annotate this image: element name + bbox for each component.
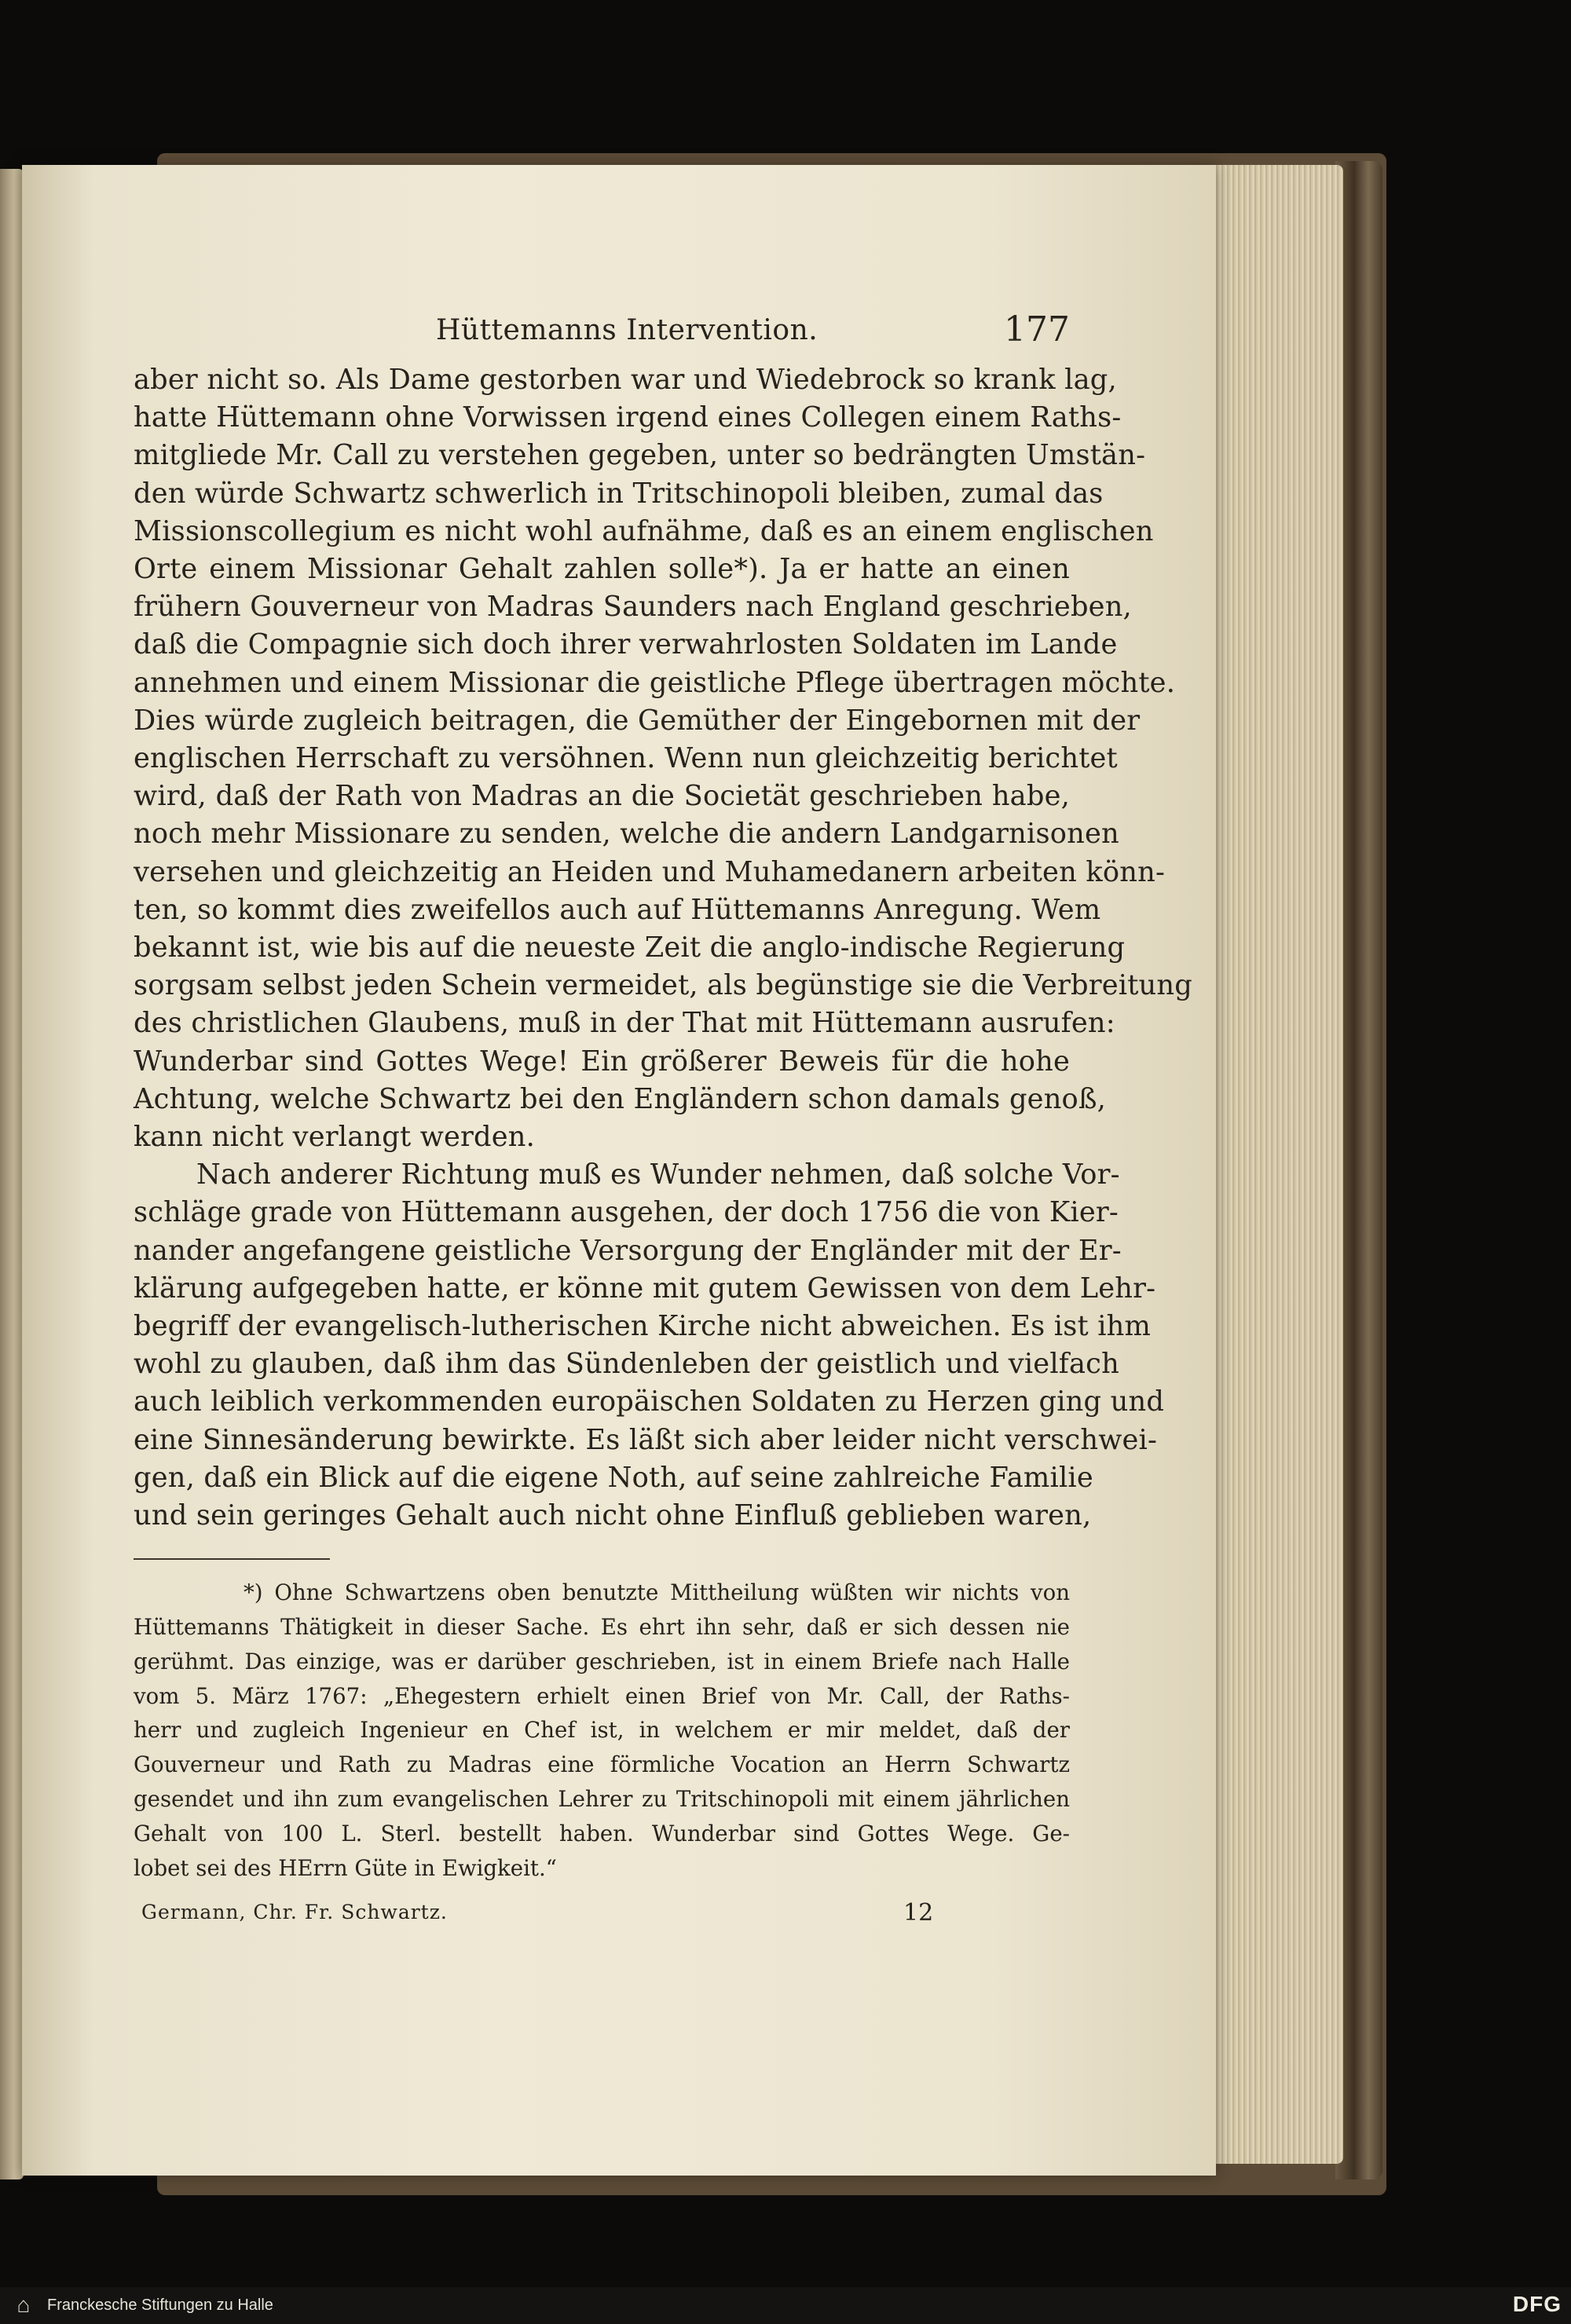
page-footer bbox=[134, 1894, 1070, 1942]
page-number: 177 bbox=[1004, 309, 1070, 350]
footnote-line: gesendet und ihn zum evangelischen Lehrer zu Tritschinopoli mit einem jährlichen bbox=[134, 1786, 1070, 1813]
footnote-rule bbox=[134, 1558, 330, 1560]
text-line: wird, daß der Rath von Madras an die Societät geschrieben habe, bbox=[134, 780, 1070, 813]
text-line: eine Sinnesänderung bewirkte. Es läßt sich aber leider nicht verschwei- bbox=[134, 1423, 1158, 1456]
footnote-line: Hüttemanns Thätigkeit in dieser Sache. Es ehrt ihn sehr, daß er sich dessen nie bbox=[134, 1614, 1070, 1641]
footnote-line: Gouverneur und Rath zu Madras eine förmliche Vocation an Herrn Schwartz bbox=[134, 1751, 1070, 1778]
footnote-line: gerühmt. Das einzige, was er darüber geschrieben, ist in einem Briefe nach Halle bbox=[134, 1648, 1070, 1674]
text-line: Wunderbar sind Gottes Wege! Ein größerer Beweis für die hohe bbox=[134, 1045, 1070, 1078]
text-line: begriff der evangelisch-lutherischen Kirche nicht abweichen. Es ist ihm bbox=[134, 1310, 1152, 1343]
text-line: kann nicht verlangt werden. bbox=[134, 1121, 536, 1154]
institution-logo-icon: ⌂ bbox=[16, 2293, 31, 2317]
book-page bbox=[22, 165, 1216, 2176]
footnote-line: *) Ohne Schwartzens oben benutzte Mittheilung wüßten wir nichts von bbox=[244, 1579, 1070, 1606]
text-line: klärung aufgegeben hatte, er könne mit gutem Gewissen von dem Lehr- bbox=[134, 1272, 1156, 1305]
institution-name: Franckesche Stiftungen zu Halle bbox=[47, 2297, 273, 2314]
text-line: auch leiblich verkommenden europäischen Soldaten zu Herzen ging und bbox=[134, 1385, 1165, 1418]
text-line: Nach anderer Richtung muß es Wunder nehmen, daß solche Vor- bbox=[196, 1158, 1120, 1191]
text-line: frühern Gouverneur von Madras Saunders nach England geschrieben, bbox=[134, 591, 1132, 624]
text-line: annehmen und einem Missionar die geistliche Pflege übertragen möchte. bbox=[134, 666, 1176, 699]
running-title: Hüttemanns Intervention. bbox=[436, 314, 818, 346]
text-line: wohl zu glauben, daß ihm das Sündenleben der geistlich und vielfach bbox=[134, 1348, 1119, 1381]
text-line: nander angefangene geistliche Versorgung der Engländer mit der Er- bbox=[134, 1234, 1122, 1267]
page-stack-edge bbox=[1202, 165, 1343, 2164]
text-line: und sein geringes Gehalt auch nicht ohne Einfluß geblieben waren, bbox=[134, 1499, 1092, 1532]
facing-page-edge bbox=[0, 169, 24, 2179]
text-line: Orte einem Missionar Gehalt zahlen solle*). Ja er hatte an einen bbox=[134, 553, 1070, 586]
text-line: des christlichen Glaubens, muß in der That mit Hüttemann ausrufen: bbox=[134, 1007, 1115, 1040]
dfg-logo: DFG bbox=[1512, 2292, 1562, 2316]
text-line: hatte Hüttemann ohne Vorwissen irgend eines Collegen einem Raths- bbox=[134, 401, 1122, 434]
text-line: Missionscollegium es nicht wohl aufnähme, daß es an einem englischen bbox=[134, 514, 1154, 547]
text-line: sorgsam selbst jeden Schein vermeidet, als begünstige sie die Verbreitung bbox=[134, 969, 1192, 1002]
footnote-line: herr und zugleich Ingenieur en Chef ist, in welchem er mir meldet, daß der bbox=[134, 1717, 1070, 1744]
text-line: Dies würde zugleich beitragen, die Gemüther der Eingebornen mit der bbox=[134, 704, 1141, 737]
text-line: noch mehr Missionare zu senden, welche die andern Landgarnisonen bbox=[134, 818, 1119, 851]
page-content bbox=[134, 298, 1192, 1942]
text-line: schläge grade von Hüttemann ausgehen, der doch 1756 die von Kier- bbox=[134, 1196, 1119, 1229]
signature-mark: 12 bbox=[903, 1899, 934, 1927]
footnote-line: Gehalt von 100 L. Sterl. bestellt haben. Wunderbar sind Gottes Wege. Ge- bbox=[134, 1820, 1070, 1846]
text-line: englischen Herrschaft zu versöhnen. Wenn nun gleichzeitig berichtet bbox=[134, 742, 1118, 775]
paragraph-1 bbox=[134, 361, 1192, 1156]
text-line: den würde Schwartz schwerlich in Tritschinopoli bleiben, zumal das bbox=[134, 477, 1104, 510]
printer-signature: Germann, Chr. Fr. Schwartz. bbox=[141, 1901, 448, 1924]
text-line: gen, daß ein Blick auf die eigene Noth, auf seine zahlreiche Familie bbox=[134, 1461, 1093, 1494]
text-line: mitgliede Mr. Call zu verstehen gegeben, unter so bedrängten Umstän- bbox=[134, 439, 1146, 472]
page-header bbox=[134, 298, 1070, 361]
text-line: daß die Compagnie sich doch ihrer verwahrlosten Soldaten im Lande bbox=[134, 628, 1118, 661]
body-text bbox=[134, 361, 1192, 1535]
text-line: ten, so kommt dies zweifellos auch auf Hüttemanns Anregung. Wem bbox=[134, 893, 1101, 926]
text-line: versehen und gleichzeitig an Heiden und Muhamedanern arbeiten könn- bbox=[134, 855, 1166, 888]
text-line: bekannt ist, wie bis auf die neueste Zeit die anglo-indische Regierung bbox=[134, 931, 1126, 964]
text-line: aber nicht so. Als Dame gestorben war und Wiedebrock so krank lag, bbox=[134, 364, 1117, 396]
footnote-line: vom 5. März 1767: „Ehegestern erhielt einen Brief von Mr. Call, der Raths- bbox=[134, 1682, 1070, 1709]
footnote-line: lobet sei des HErrn Güte in Ewigkeit.“ bbox=[134, 1854, 557, 1881]
paragraph-2 bbox=[134, 1156, 1165, 1535]
viewer-footer-bar bbox=[0, 2287, 1571, 2324]
text-line: Achtung, welche Schwartz bei den Engländern schon damals genoß, bbox=[134, 1082, 1107, 1115]
footnote bbox=[134, 1576, 1070, 1885]
